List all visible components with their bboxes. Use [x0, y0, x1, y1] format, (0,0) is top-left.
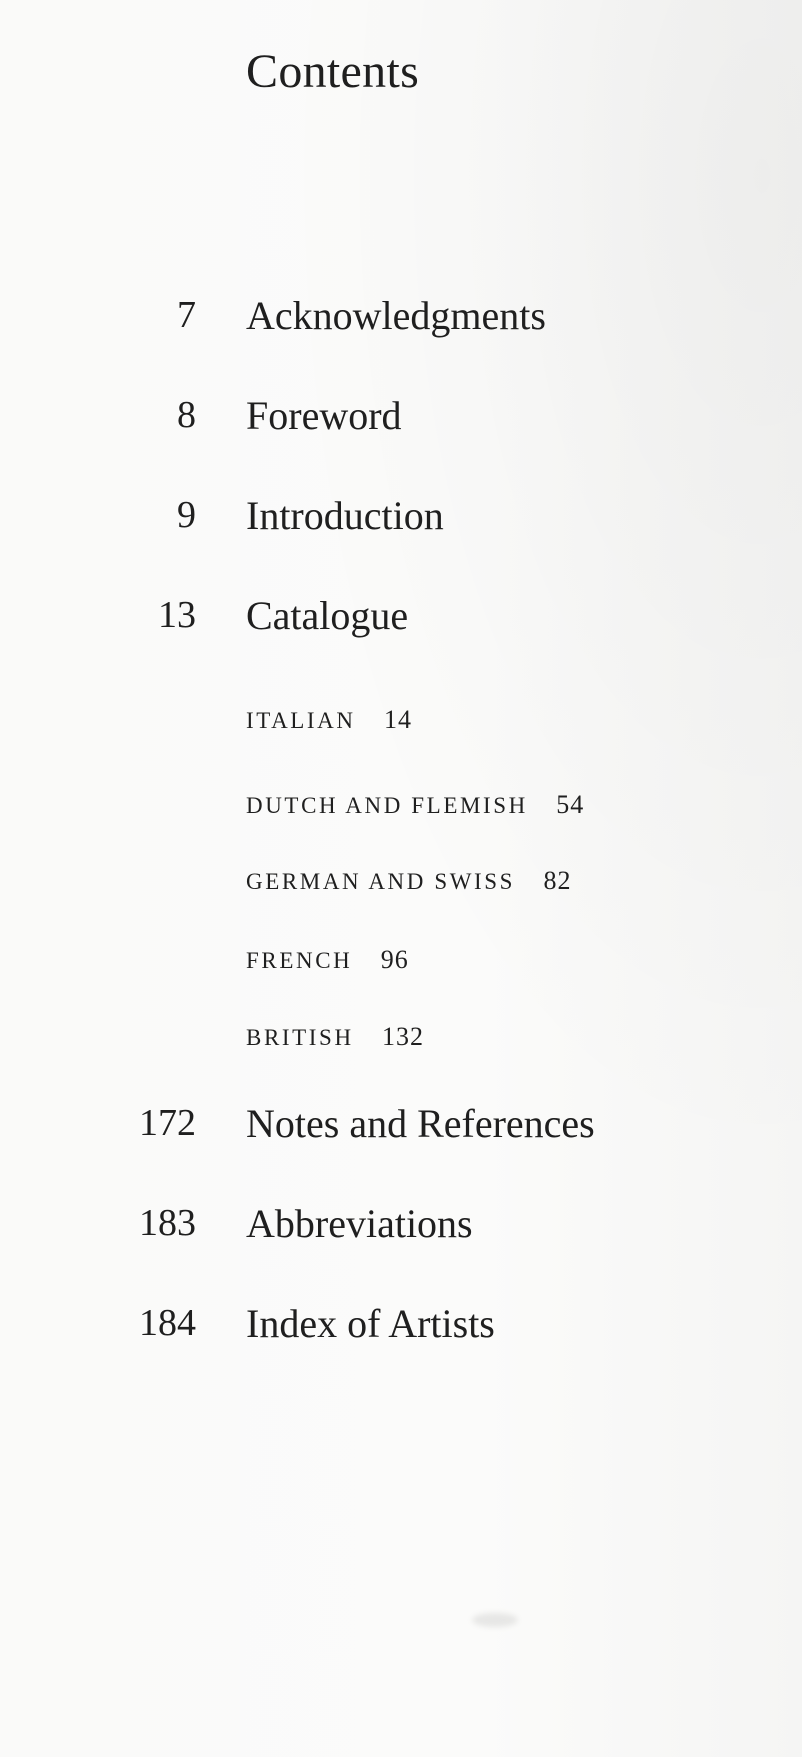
subentry-label: DUTCH AND FLEMISH: [246, 793, 528, 818]
entry-label: Acknowledgments: [246, 293, 546, 338]
subentry-page-number: 132: [382, 1022, 425, 1051]
toc-subentry-dutch-and-flemish: [246, 792, 584, 822]
page-title: Contents: [246, 45, 420, 98]
toc-entry-catalogue: [0, 593, 802, 656]
entry-label: Notes and References: [246, 1101, 595, 1146]
page-number: 7: [177, 294, 196, 336]
toc-entry-notes-and-references: [0, 1101, 802, 1164]
toc-subentry-german-and-swiss: [246, 868, 571, 898]
subentry-label: FRENCH: [246, 948, 353, 973]
entry-label: Catalogue: [246, 593, 409, 638]
toc-entry-introduction: [0, 493, 802, 556]
subentry-label: BRITISH: [246, 1025, 354, 1050]
page-number: 8: [177, 394, 196, 436]
entry-label: Abbreviations: [246, 1201, 473, 1246]
entry-label: Introduction: [246, 493, 444, 538]
toc-entry-foreword: [0, 393, 802, 456]
page-number: 172: [139, 1102, 196, 1144]
subentry-page-number: 54: [556, 790, 585, 819]
toc-entry-index-of-artists: [0, 1301, 802, 1364]
toc-subentry-french: [246, 947, 409, 977]
toc-entry-abbreviations: [0, 1201, 802, 1264]
subentry-page-number: 82: [543, 866, 572, 895]
page-number: 13: [158, 594, 196, 636]
toc-subentry-british: [246, 1024, 424, 1054]
entry-label: Index of Artists: [246, 1301, 495, 1346]
page-number: 184: [139, 1302, 196, 1344]
subentry-page-number: 14: [383, 705, 412, 734]
subentry-label: ITALIAN: [246, 708, 356, 733]
subentry-label: GERMAN AND SWISS: [246, 869, 516, 894]
entry-label: Foreword: [246, 393, 402, 438]
toc-subentry-italian: [246, 707, 412, 737]
subentry-page-number: 96: [380, 945, 409, 974]
paper-smudge: [472, 1613, 518, 1627]
page-number: 183: [139, 1202, 196, 1244]
page-number: 9: [177, 494, 196, 536]
toc-entry-acknowledgments: [0, 293, 802, 356]
